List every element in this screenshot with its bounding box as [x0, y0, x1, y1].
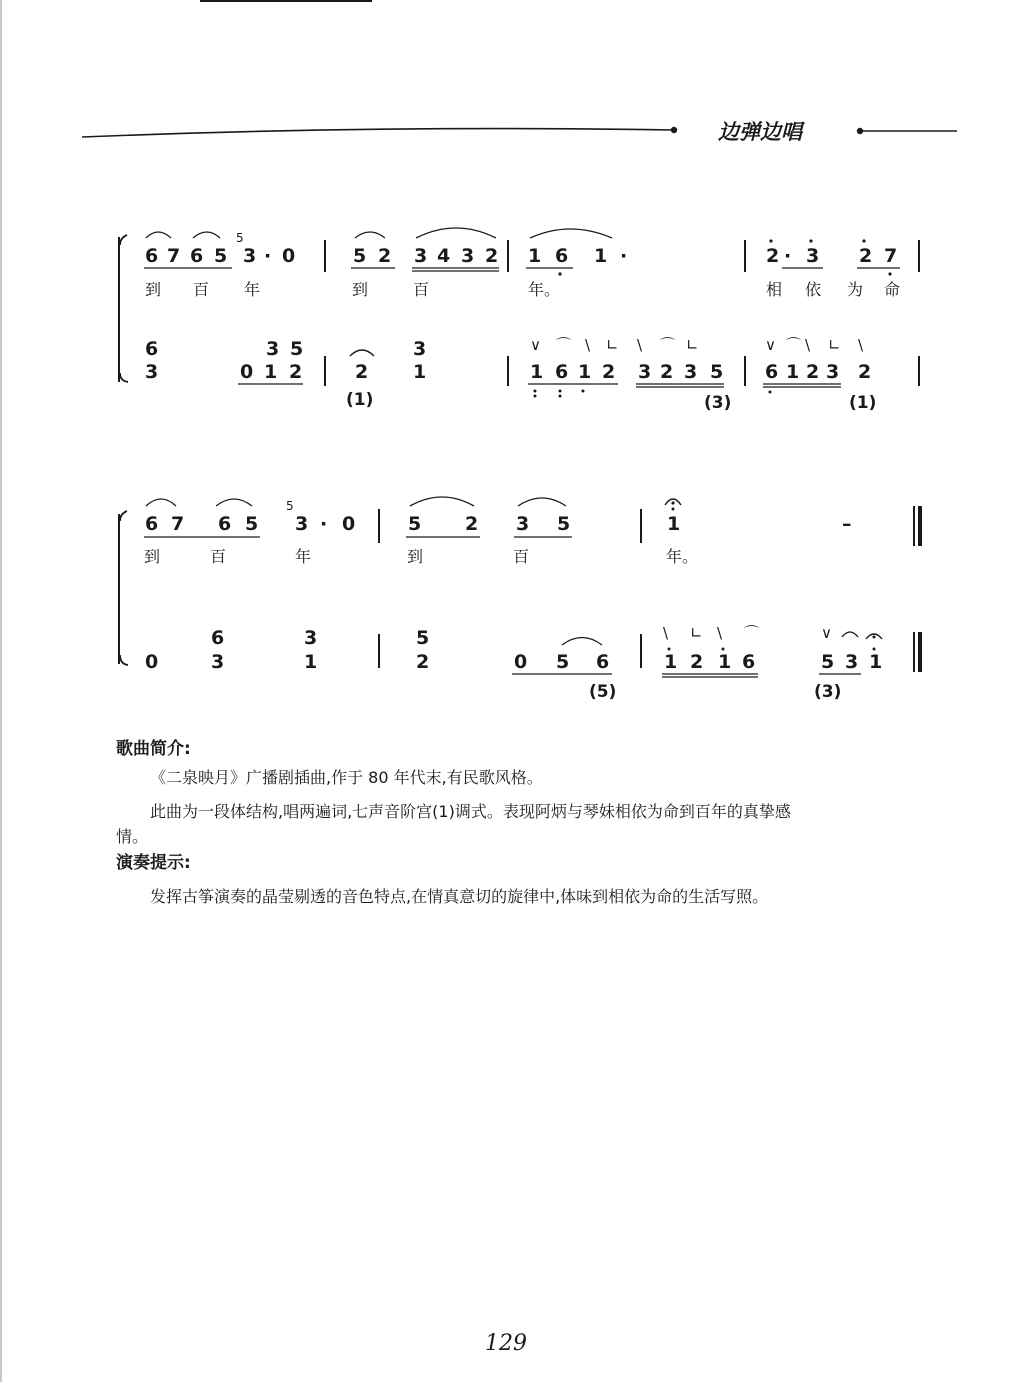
lyric: 年。	[666, 547, 699, 566]
melody-dash: –	[842, 513, 852, 535]
technique-mark: ∟	[828, 336, 841, 354]
accomp-note: 3	[826, 361, 840, 383]
melody-note: 5	[245, 513, 259, 535]
lyric: 百	[413, 280, 430, 299]
paragraph: 《二泉映月》广播剧插曲,作于 80 年代末,有民歌风格。	[150, 768, 543, 787]
technique-mark: \	[805, 336, 811, 354]
accomp-note: 5	[821, 651, 835, 673]
melody-note: 6	[218, 513, 232, 535]
technique-mark: \	[858, 336, 864, 354]
technique-mark: ⌒	[744, 624, 760, 642]
accomp-note: 2	[355, 361, 369, 383]
accomp-note: 0	[514, 651, 528, 673]
grace-note: 5	[236, 231, 244, 245]
technique-mark: \	[637, 336, 643, 354]
accomp-note: 3	[211, 651, 225, 673]
lyric: 百	[210, 547, 227, 566]
technique-mark: ∨	[765, 336, 776, 354]
accomp-note: 2	[602, 361, 616, 383]
accomp-note: 2	[289, 361, 303, 383]
melody-note: 2	[485, 245, 499, 267]
melody-note: 3	[243, 245, 257, 267]
melody-note: 6	[190, 245, 204, 267]
section-heading: 演奏提示:	[116, 853, 191, 873]
fingering-label: (5)	[589, 682, 617, 702]
lyric: 相	[766, 280, 783, 299]
melody-dot: ·	[264, 245, 272, 267]
header-title: 边弹边唱	[718, 119, 802, 144]
accomp-note: 3	[145, 361, 159, 383]
lyric: 到	[407, 547, 424, 566]
accomp-note: 1	[530, 361, 544, 383]
paragraph: 情。	[116, 827, 149, 846]
accomp-note: 5	[290, 338, 304, 360]
lyric: 年。	[528, 280, 561, 299]
melody-note: 2	[378, 245, 392, 267]
accomp-note: 5	[556, 651, 570, 673]
melody-note: 3	[806, 245, 820, 267]
lyric: 百	[193, 280, 210, 299]
technique-mark: ⌒	[660, 336, 676, 354]
accomp-note: 1	[664, 651, 678, 673]
melody-note: 1	[594, 245, 608, 267]
melody-note: 4	[437, 245, 451, 267]
accomp-note: 1	[304, 651, 318, 673]
accomp-note: 0	[240, 361, 254, 383]
accomp-note: 3	[413, 338, 427, 360]
melody-note: 6	[145, 513, 159, 535]
accomp-note: 3	[638, 361, 652, 383]
accomp-note: 1	[413, 361, 427, 383]
accomp-note: 5	[416, 627, 430, 649]
page-number: 129	[485, 1331, 527, 1356]
accomp-note: 3	[266, 338, 280, 360]
lyric: 到	[352, 280, 369, 299]
technique-mark: ∟	[690, 624, 703, 642]
melody-note: 2	[766, 245, 780, 267]
accomp-note: 6	[765, 361, 779, 383]
lyric: 到	[144, 547, 161, 566]
fingering-label: (3)	[704, 393, 732, 413]
paragraph: 发挥古筝演奏的晶莹剔透的音色特点,在情真意切的旋律中,体味到相依为命的生活写照。	[150, 887, 769, 906]
accomp-note: 1	[786, 361, 800, 383]
fingering-label: (1)	[346, 390, 374, 410]
accomp-note: 3	[304, 627, 318, 649]
melody-note: 6	[555, 245, 569, 267]
accomp-note: 3	[845, 651, 859, 673]
lyric: 到	[145, 280, 162, 299]
accomp-note: 1	[718, 651, 732, 673]
technique-mark: ∟	[686, 336, 699, 354]
melody-note: 2	[465, 513, 479, 535]
accomp-note: 6	[211, 627, 225, 649]
lyric: 依	[805, 280, 822, 299]
melody-dot: ·	[620, 245, 628, 267]
accomp-note: 1	[869, 651, 883, 673]
technique-mark: ∟	[606, 336, 619, 354]
technique-mark: ⌒	[556, 336, 572, 354]
accomp-note: 2	[858, 361, 872, 383]
accomp-note: 6	[145, 338, 159, 360]
grace-note: 5	[286, 499, 294, 513]
technique-mark: \	[663, 624, 669, 642]
melody-note: 3	[414, 245, 428, 267]
lyric: 百	[513, 547, 530, 566]
technique-mark: ⌒	[786, 336, 802, 354]
lyric: 年	[244, 280, 261, 299]
accomp-note: 5	[710, 361, 724, 383]
technique-mark: \	[585, 336, 591, 354]
melody-dot: ·	[320, 513, 328, 535]
melody-note: 6	[145, 245, 159, 267]
technique-mark: ∨	[821, 624, 832, 642]
melody-note: 5	[557, 513, 571, 535]
melody-note: 5	[214, 245, 228, 267]
melody-note: 7	[171, 513, 185, 535]
accomp-note: 6	[555, 361, 569, 383]
accomp-note: 1	[264, 361, 278, 383]
melody-note: 3	[461, 245, 475, 267]
melody-note: 5	[408, 513, 422, 535]
fingering-label: (3)	[814, 682, 842, 702]
accomp-note: 6	[742, 651, 756, 673]
lyric: 为	[847, 280, 864, 299]
melody-note: 0	[342, 513, 356, 535]
melody-note: 1	[667, 513, 681, 535]
melody-dot: ·	[784, 245, 792, 267]
melody-note: 0	[282, 245, 296, 267]
paragraph: 此曲为一段体结构,唱两遍词,七声音阶宫(1)调式。表现阿炳与琴妹相依为命到百年的真挚感	[150, 802, 791, 821]
melody-note: 3	[516, 513, 530, 535]
accomp-note: 2	[416, 651, 430, 673]
lyric: 年	[295, 547, 312, 566]
fingering-label: (1)	[849, 393, 877, 413]
accomp-note: 2	[660, 361, 674, 383]
accomp-note: 6	[596, 651, 610, 673]
melody-note: 2	[859, 245, 873, 267]
technique-mark: \	[717, 624, 723, 642]
melody-note: 7	[884, 245, 898, 267]
melody-note: 7	[167, 245, 181, 267]
accomp-note: 3	[684, 361, 698, 383]
accomp-note: 2	[806, 361, 820, 383]
accomp-note: 2	[690, 651, 704, 673]
technique-mark: ∨	[530, 336, 541, 354]
melody-note: 1	[528, 245, 542, 267]
melody-note: 5	[353, 245, 367, 267]
melody-note: 3	[295, 513, 309, 535]
accomp-note: 1	[578, 361, 592, 383]
accomp-note: 0	[145, 651, 159, 673]
section-heading: 歌曲简介:	[116, 739, 191, 759]
lyric: 命	[884, 280, 901, 299]
